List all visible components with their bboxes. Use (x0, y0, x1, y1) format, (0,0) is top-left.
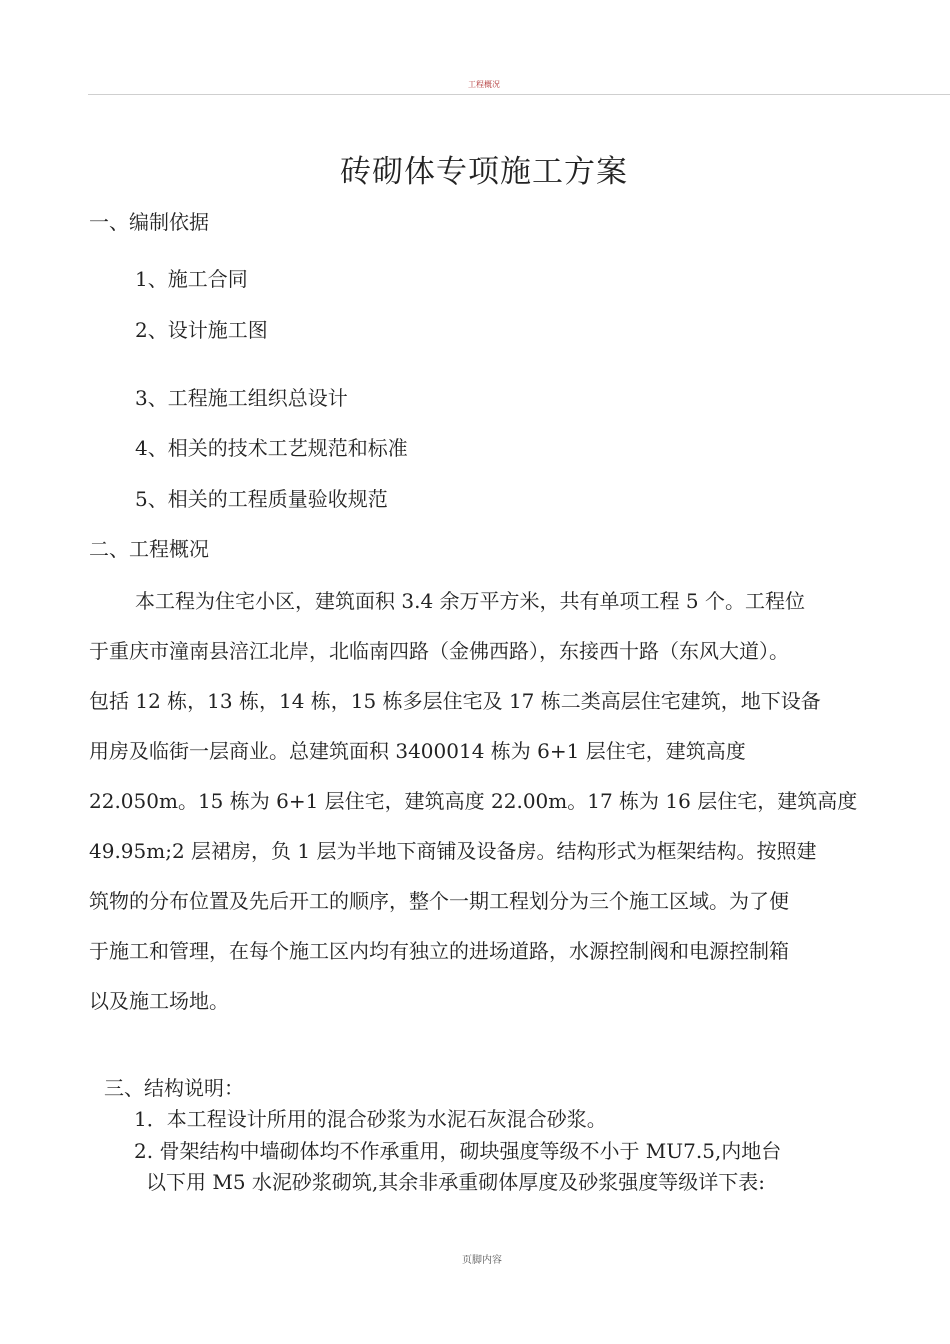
section3-item-2-line-1: 2. 骨架结构中墙砌体均不作承重用，砌块强度等级不小于 MU7.5,内地台 (134, 1139, 782, 1163)
section3-item-1: 1．本工程设计所用的混合砂浆为水泥石灰混合砂浆。 (134, 1107, 607, 1131)
section1-item-1: 1、施工合同 (135, 267, 248, 291)
page-header-text: 工程概况 (468, 80, 500, 89)
section2-line-6: 49.95m;2 层裙房，负 1 层为半地下商铺及设备房。结构形式为框架结构。按照建 (89, 839, 817, 863)
section2-line-3: 包括 12 栋，13 栋，14 栋，15 栋多层住宅及 17 栋二类高层住宅建筑，地下设备 (89, 689, 821, 713)
section3-heading: 三、结构说明： (104, 1076, 244, 1100)
section1-item-2: 2、设计施工图 (135, 318, 268, 342)
section1-heading: 一、编制依据 (89, 210, 209, 234)
page-footer-text: 页脚内容 (462, 1255, 502, 1266)
section2-line-9: 以及施工场地。 (89, 989, 229, 1013)
section1-item-5: 5、相关的工程质量验收规范 (135, 487, 388, 511)
section2-line-7: 筑物的分布位置及先后开工的顺序，整个一期工程划分为三个施工区域。为了便 (89, 889, 789, 913)
section2-line-2: 于重庆市潼南县涪江北岸，北临南四路（金佛西路），东接西十路（东风大道）。 (89, 639, 789, 663)
section1-item-4: 4、相关的技术工艺规范和标准 (135, 436, 408, 460)
section3-item-2-line-2: 以下用 M5 水泥砂浆砌筑,其余非承重砌体厚度及砂浆强度等级详下表: (146, 1170, 766, 1194)
section2-line-8: 于施工和管理，在每个施工区内均有独立的进场道路，水源控制阀和电源控制箱 (89, 939, 789, 963)
section2-heading: 二、工程概况 (89, 537, 209, 561)
section2-line-4: 用房及临街一层商业。总建筑面积 3400014 栋为 6+1 层住宅，建筑高度 (89, 739, 746, 763)
section2-line-1: 本工程为住宅小区，建筑面积 3.4 余万平方米，共有单项工程 5 个。工程位 (135, 589, 805, 613)
header-divider (88, 94, 950, 95)
section2-line-5: 22.050m。15 栋为 6+1 层住宅，建筑高度 22.00m。17 栋为 16 层住宅，建筑高度 (89, 789, 858, 813)
document-title: 砖砌体专项施工方案 (340, 154, 628, 190)
section1-item-3: 3、工程施工组织总设计 (135, 386, 348, 410)
